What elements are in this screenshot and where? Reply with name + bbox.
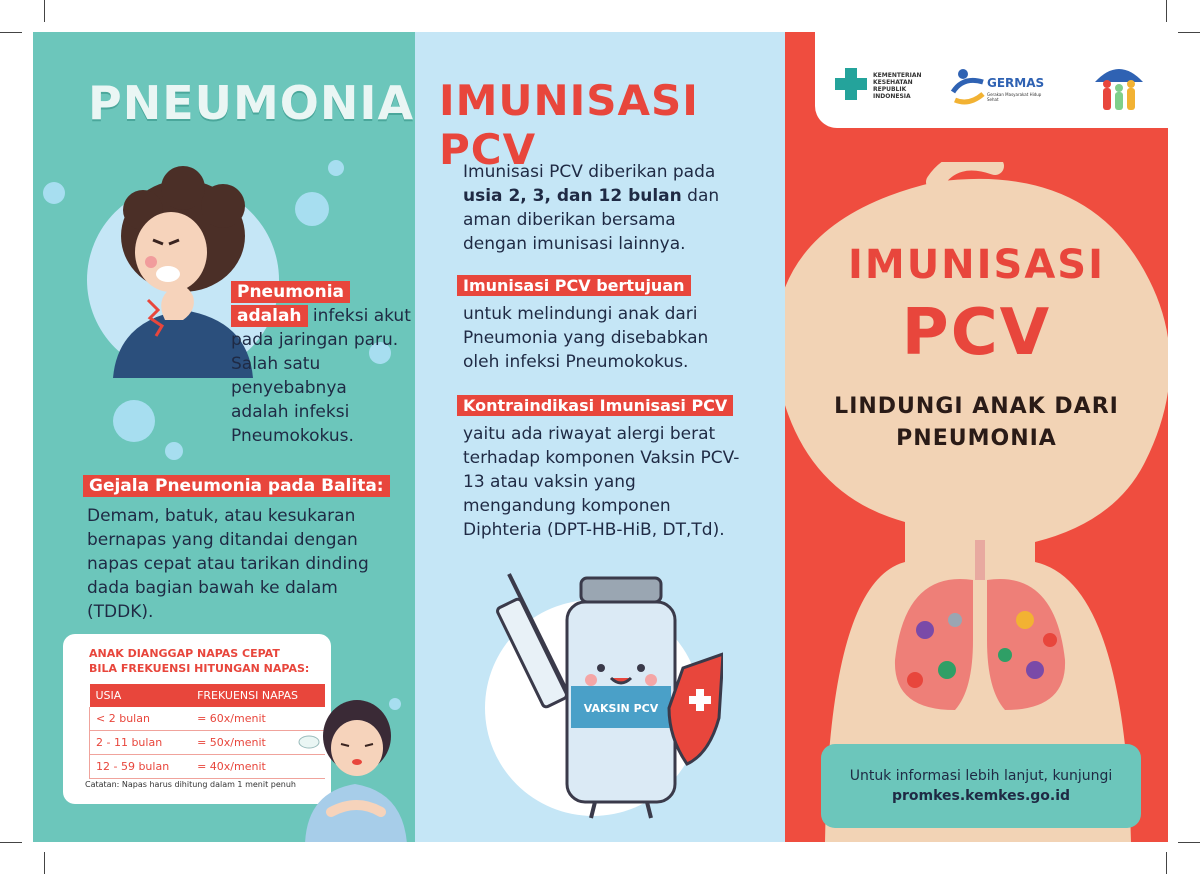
kemenkes-logo-text: KEMENTERIAN KESEHATAN REPUBLIK INDONESIA xyxy=(873,72,922,100)
crop-mark xyxy=(1178,842,1200,843)
intro-line: dan xyxy=(681,186,720,206)
panel-title: PNEUMONIA xyxy=(88,76,415,130)
purpose-text: untuk melindungi anak dari Pneumonia yang disebabkan oleh infeksi Pneumokokus. xyxy=(463,304,709,372)
crop-mark xyxy=(1166,0,1167,22)
crop-mark xyxy=(0,32,22,33)
imunisasi-pcv-panel xyxy=(415,32,785,842)
contraindication-text: yaitu ada riwayat alergi berat terhadap komponen Vaksin PCV-13 atau vaksin yang mengandung komponen Diphteria (DPT-HB-HiB, DT,Td). xyxy=(463,424,740,540)
crop-mark xyxy=(44,0,45,22)
definition-line: Pneumokokus. xyxy=(231,426,354,446)
table-row xyxy=(90,755,326,779)
definition-line: Salah satu xyxy=(231,354,321,374)
table-row xyxy=(90,707,326,731)
vial-label: VAKSIN PCV xyxy=(583,702,659,715)
crop-mark xyxy=(0,842,22,843)
breathing-rate-card xyxy=(63,634,331,804)
germas-logo xyxy=(949,66,989,106)
table-header-row xyxy=(90,684,326,707)
lungs-germs-illustration xyxy=(885,540,1075,720)
card-note: Catatan: Napas harus dihitung dalam 1 menit penuh xyxy=(85,780,296,789)
symptoms-heading xyxy=(83,476,390,496)
decor-bubble xyxy=(113,400,155,442)
purpose-heading-label: Imunisasi PCV bertujuan xyxy=(457,275,691,296)
freq-cell: = 60x/menit xyxy=(197,712,266,725)
panel-title: IMUNISASI PCV xyxy=(439,76,699,174)
cover-title-line2: PCV xyxy=(901,296,1052,370)
crop-mark xyxy=(1178,32,1200,33)
age-cell: 12 - 59 bulan xyxy=(90,755,192,779)
column-header: USIA xyxy=(95,689,122,702)
cover-subtitle-line2: PNEUMONIA xyxy=(896,426,1057,451)
family-umbrella-logo xyxy=(1091,60,1147,116)
cover-subtitle-line1: LINDUNGI ANAK DARI xyxy=(834,394,1119,419)
freq-cell: = 40x/menit xyxy=(197,760,266,773)
age-cell: 2 - 11 bulan xyxy=(90,731,192,755)
intro-text xyxy=(463,160,763,256)
column-header: FREKUENSI NAPAS xyxy=(197,689,299,702)
decor-bubble xyxy=(328,160,344,176)
crop-mark xyxy=(1166,852,1167,874)
cover-panel xyxy=(785,32,1168,842)
definition-highlight: adalah xyxy=(231,305,308,327)
contraindication-heading-label: Kontraindikasi Imunisasi PCV xyxy=(457,395,733,416)
pneumonia-panel xyxy=(33,32,415,842)
cover-title-line1: IMUNISASI xyxy=(848,242,1105,288)
vaccine-mascot-illustration xyxy=(483,558,723,820)
intro-line: dengan imunisasi lainnya. xyxy=(463,234,686,254)
germas-logo-text: GERMAS xyxy=(987,76,1045,90)
definition-highlight: Pneumonia xyxy=(231,281,350,303)
definition-text xyxy=(231,280,411,448)
intro-line: Imunisasi PCV diberikan pada xyxy=(463,162,716,182)
intro-line: aman diberikan bersama xyxy=(463,210,676,230)
intro-emphasis: usia 2, 3, dan 12 bulan xyxy=(463,186,682,206)
footer-text: Untuk informasi lebih lanjut, kunjungi xyxy=(849,768,1113,784)
definition-line: penyebabnya xyxy=(231,378,347,398)
freq-cell: = 50x/menit xyxy=(197,736,266,749)
age-cell: < 2 bulan xyxy=(90,707,192,731)
definition-line: pada jaringan paru. xyxy=(231,330,399,350)
decor-bubble xyxy=(43,182,65,204)
kemenkes-logo xyxy=(833,66,869,102)
contraindication-heading xyxy=(457,396,733,415)
breathing-child-illustration xyxy=(295,684,415,842)
crop-mark xyxy=(44,852,45,874)
breathing-rate-table xyxy=(89,684,325,779)
card-heading xyxy=(89,646,309,676)
table-row xyxy=(90,731,326,755)
decor-bubble xyxy=(295,192,329,226)
footer-link[interactable]: promkes.kemkes.go.id xyxy=(891,788,1071,804)
info-footer xyxy=(821,744,1141,828)
logo-bar xyxy=(815,32,1168,128)
germas-logo-subtext: Gerakan Masyarakat Hidup Sehat xyxy=(987,92,1042,102)
card-heading-line: BILA FREKUENSI HITUNGAN NAPAS: xyxy=(89,662,310,675)
purpose-heading xyxy=(457,276,691,295)
symptoms-heading-label: Gejala Pneumonia pada Balita: xyxy=(83,475,390,497)
definition-line: infeksi akut xyxy=(307,306,411,326)
definition-line: adalah infeksi xyxy=(231,402,350,422)
decor-bubble xyxy=(165,442,183,460)
card-heading-line: ANAK DIANGGAP NAPAS CEPAT xyxy=(89,647,280,660)
symptoms-text: Demam, batuk, atau kesukaran bernapas yang ditandai dengan napas cepat atau tarikan dinding dada bagian bawah ke dalam (TDDK). xyxy=(87,506,369,622)
